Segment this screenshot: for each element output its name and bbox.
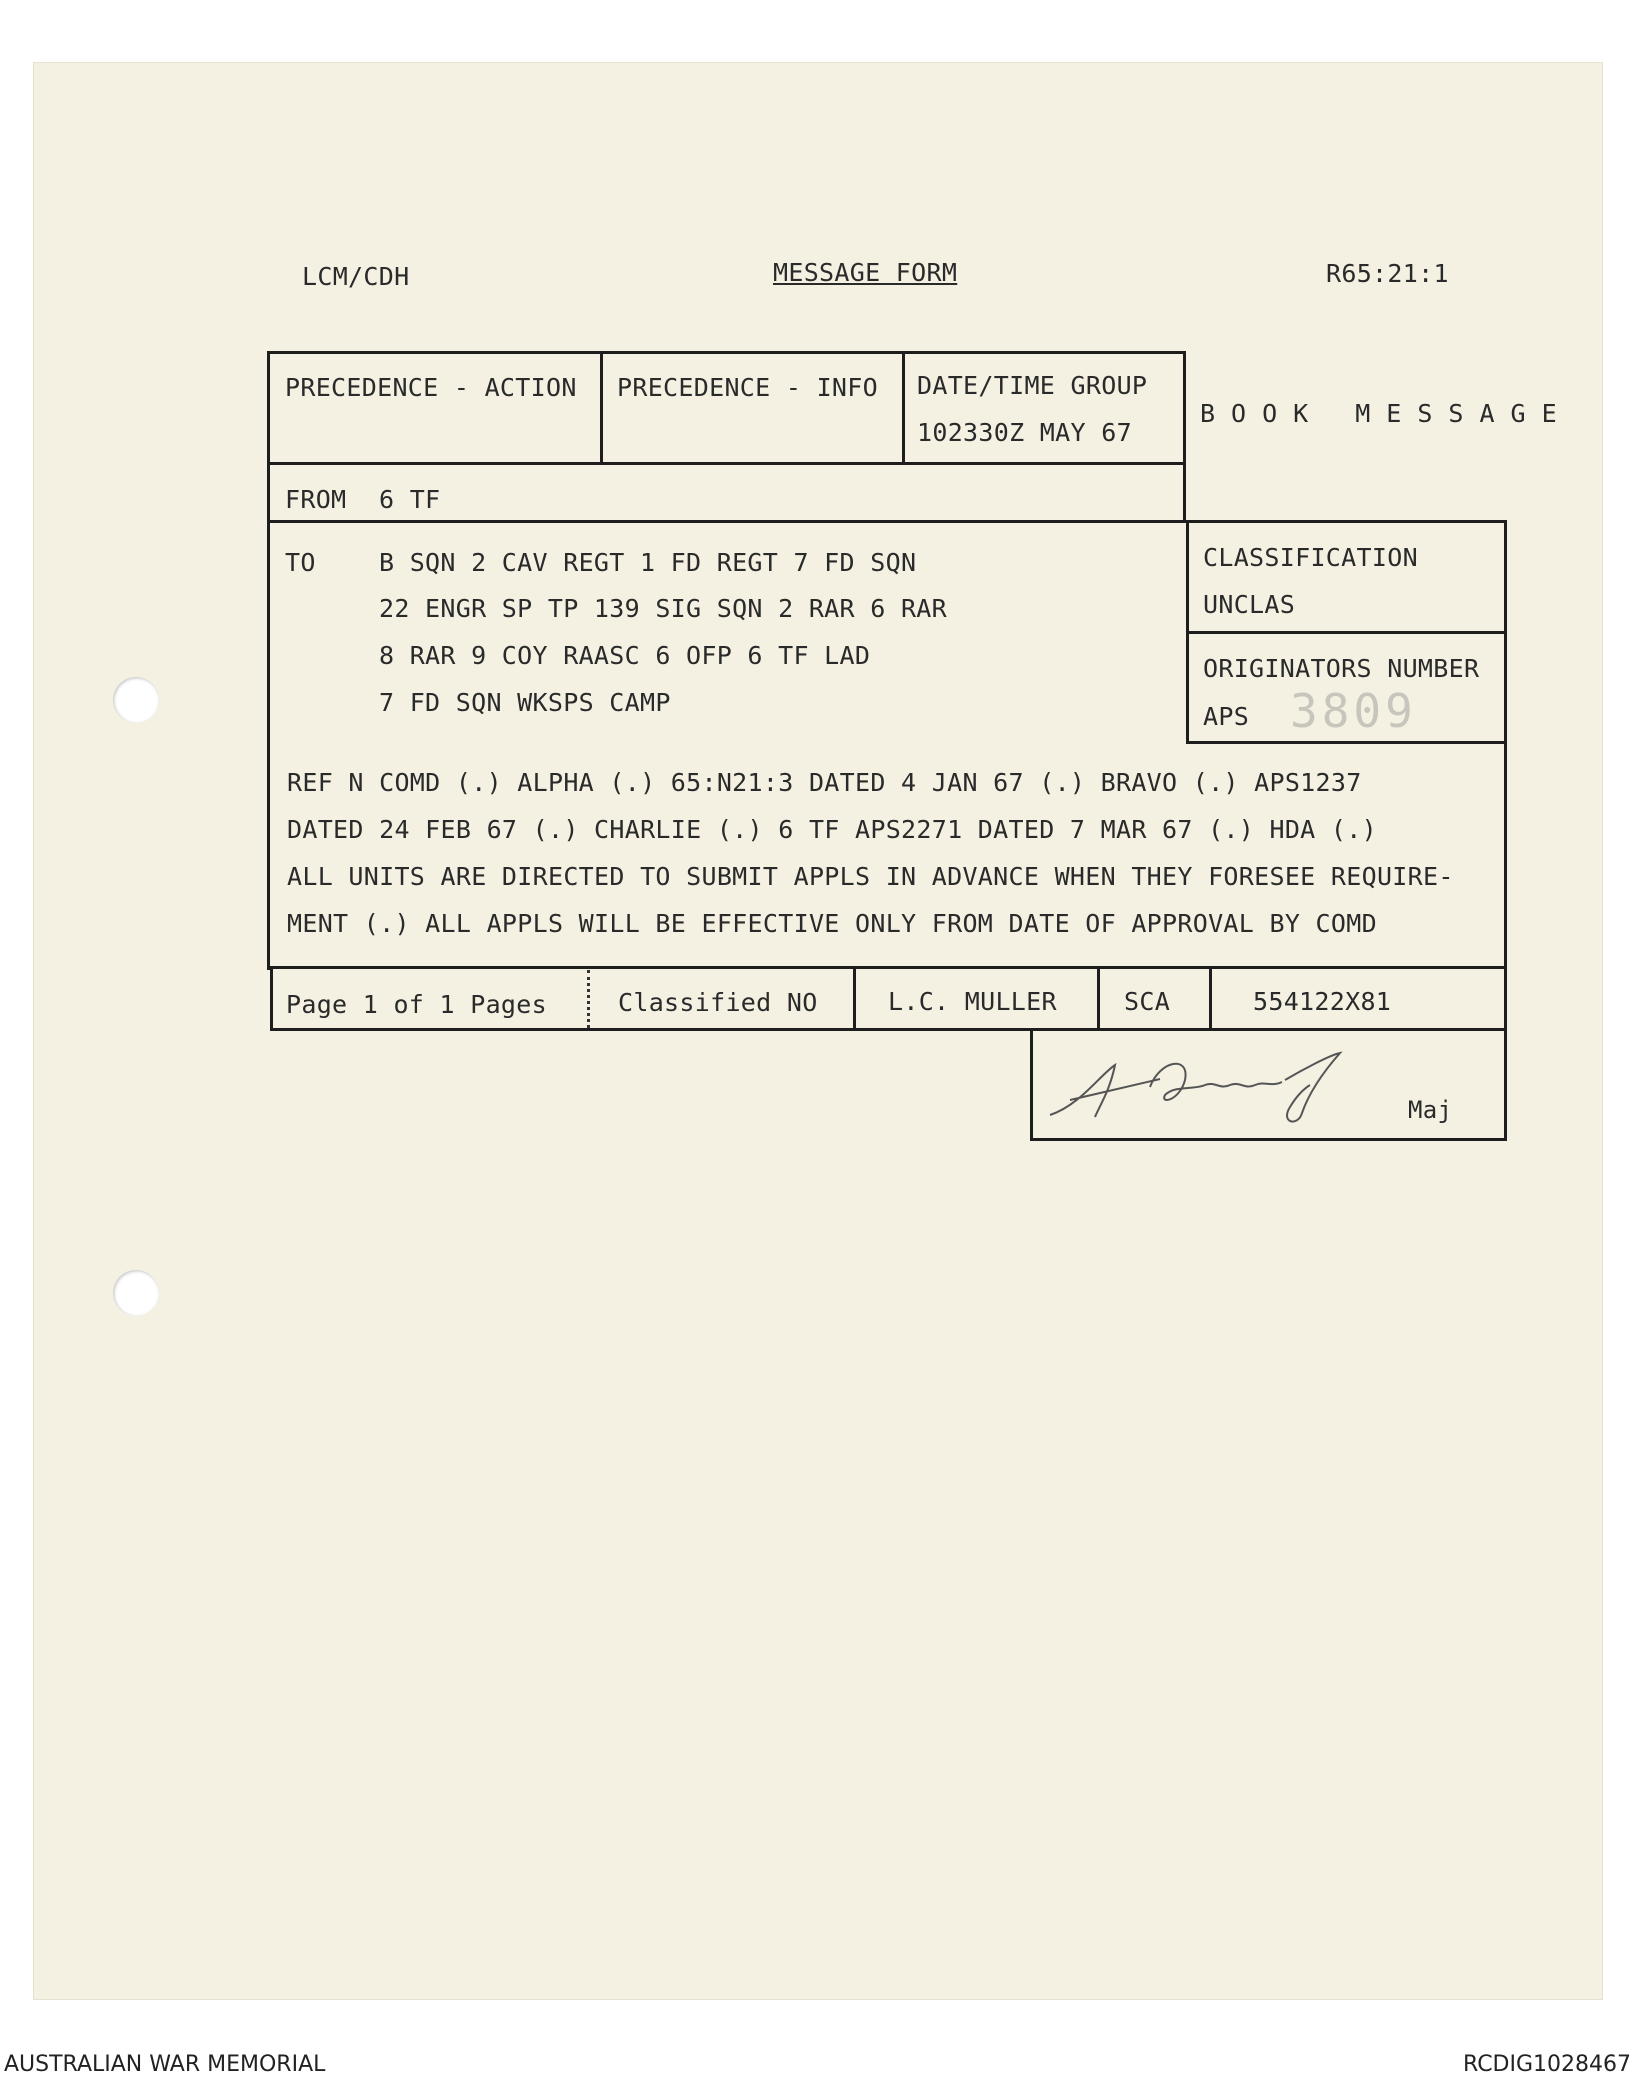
page-count: Page 1 of 1 Pages (286, 990, 547, 1019)
dtg-value: 102330Z MAY 67 (917, 418, 1132, 447)
to-addressee-line: 8 RAR 9 COY RAASC 6 OFP 6 TF LAD (379, 641, 871, 670)
form-left-border-from (267, 462, 270, 522)
punch-hole-top (113, 677, 159, 723)
sender-reference: LCM/CDH (302, 262, 410, 291)
to-addressee-line: B SQN 2 CAV REGT 1 FD REGT 7 FD SQN (379, 548, 917, 577)
footer-divider-4 (1209, 966, 1212, 1030)
classification-bottom-border (1186, 631, 1507, 634)
message-body-line: REF N COMD (.) ALPHA (.) 65:N21:3 DATED 4 JAN 67 (.) BRAVO (.) APS1237 (287, 768, 1362, 797)
precedence-divider-1 (600, 351, 603, 465)
signature-box-right-border (1504, 1028, 1507, 1141)
signature-box-bottom-border (1030, 1138, 1507, 1141)
dtg-right-border (1183, 351, 1186, 522)
punch-hole-bottom (113, 1270, 159, 1316)
precedence-info-label: PRECEDENCE - INFO (617, 373, 878, 402)
signature-image (1040, 1035, 1380, 1135)
archive-name: AUSTRALIAN WAR MEMORIAL (4, 2052, 326, 2077)
message-body-line: ALL UNITS ARE DIRECTED TO SUBMIT APPLS IN ADVANCE WHEN THEY FORESEE REQUIRE- (287, 862, 1454, 891)
originators-number-stamp: 3809 (1290, 684, 1417, 738)
precedence-row-bottom-border (267, 462, 1186, 465)
footer-row-left-border (270, 966, 273, 1030)
form-left-border-to (267, 520, 270, 970)
book-message-label: BOOK MESSAGE (1200, 399, 1573, 428)
signature-box-left-border (1030, 1028, 1033, 1141)
officer-name: L.C. MULLER (888, 987, 1057, 1016)
sca-label: SCA (1124, 987, 1171, 1016)
classified-status: Classified NO (618, 988, 818, 1017)
footer-divider-2 (853, 966, 856, 1030)
from-row-bottom-border (267, 520, 1507, 523)
from-label: FROM (285, 485, 347, 514)
to-addressee-line: 22 ENGR SP TP 139 SIG SQN 2 RAR 6 RAR (379, 594, 947, 623)
form-left-border-top (267, 351, 270, 465)
message-body-line: DATED 24 FEB 67 (.) CHARLIE (.) 6 TF APS2271 DATED 7 MAR 67 (.) HDA (.) (287, 815, 1377, 844)
to-addressee-line: 7 FD SQN WKSPS CAMP (379, 688, 671, 717)
precedence-divider-2 (902, 351, 905, 465)
rank-label: Maj (1408, 1096, 1453, 1124)
precedence-action-label: PRECEDENCE - ACTION (285, 373, 577, 402)
page-title: MESSAGE FORM (773, 258, 958, 287)
form-top-border (267, 351, 1186, 354)
body-bottom-border (267, 966, 1507, 969)
archive-reference: RCDIG1028467 (1463, 2052, 1632, 2077)
originators-bottom-border (1186, 741, 1507, 744)
to-label: TO (285, 548, 316, 577)
originators-number-label: ORIGINATORS NUMBER (1203, 654, 1480, 683)
footer-divider-1 (587, 970, 590, 1028)
from-value: 6 TF (379, 485, 441, 514)
dtg-label: DATE/TIME GROUP (917, 371, 1148, 400)
file-reference: R65:21:1 (1326, 259, 1449, 288)
form-right-border (1504, 520, 1507, 1030)
classification-label: CLASSIFICATION (1203, 543, 1418, 572)
originators-prefix: APS (1203, 702, 1250, 731)
footer-divider-3 (1097, 966, 1100, 1030)
message-body-line: MENT (.) ALL APPLS WILL BE EFFECTIVE ONLY FROM DATE OF APPROVAL BY COMD (287, 909, 1377, 938)
classification-value: UNCLAS (1203, 590, 1296, 619)
footer-row-bottom-border (270, 1028, 1507, 1031)
service-number: 554122X81 (1253, 987, 1392, 1016)
